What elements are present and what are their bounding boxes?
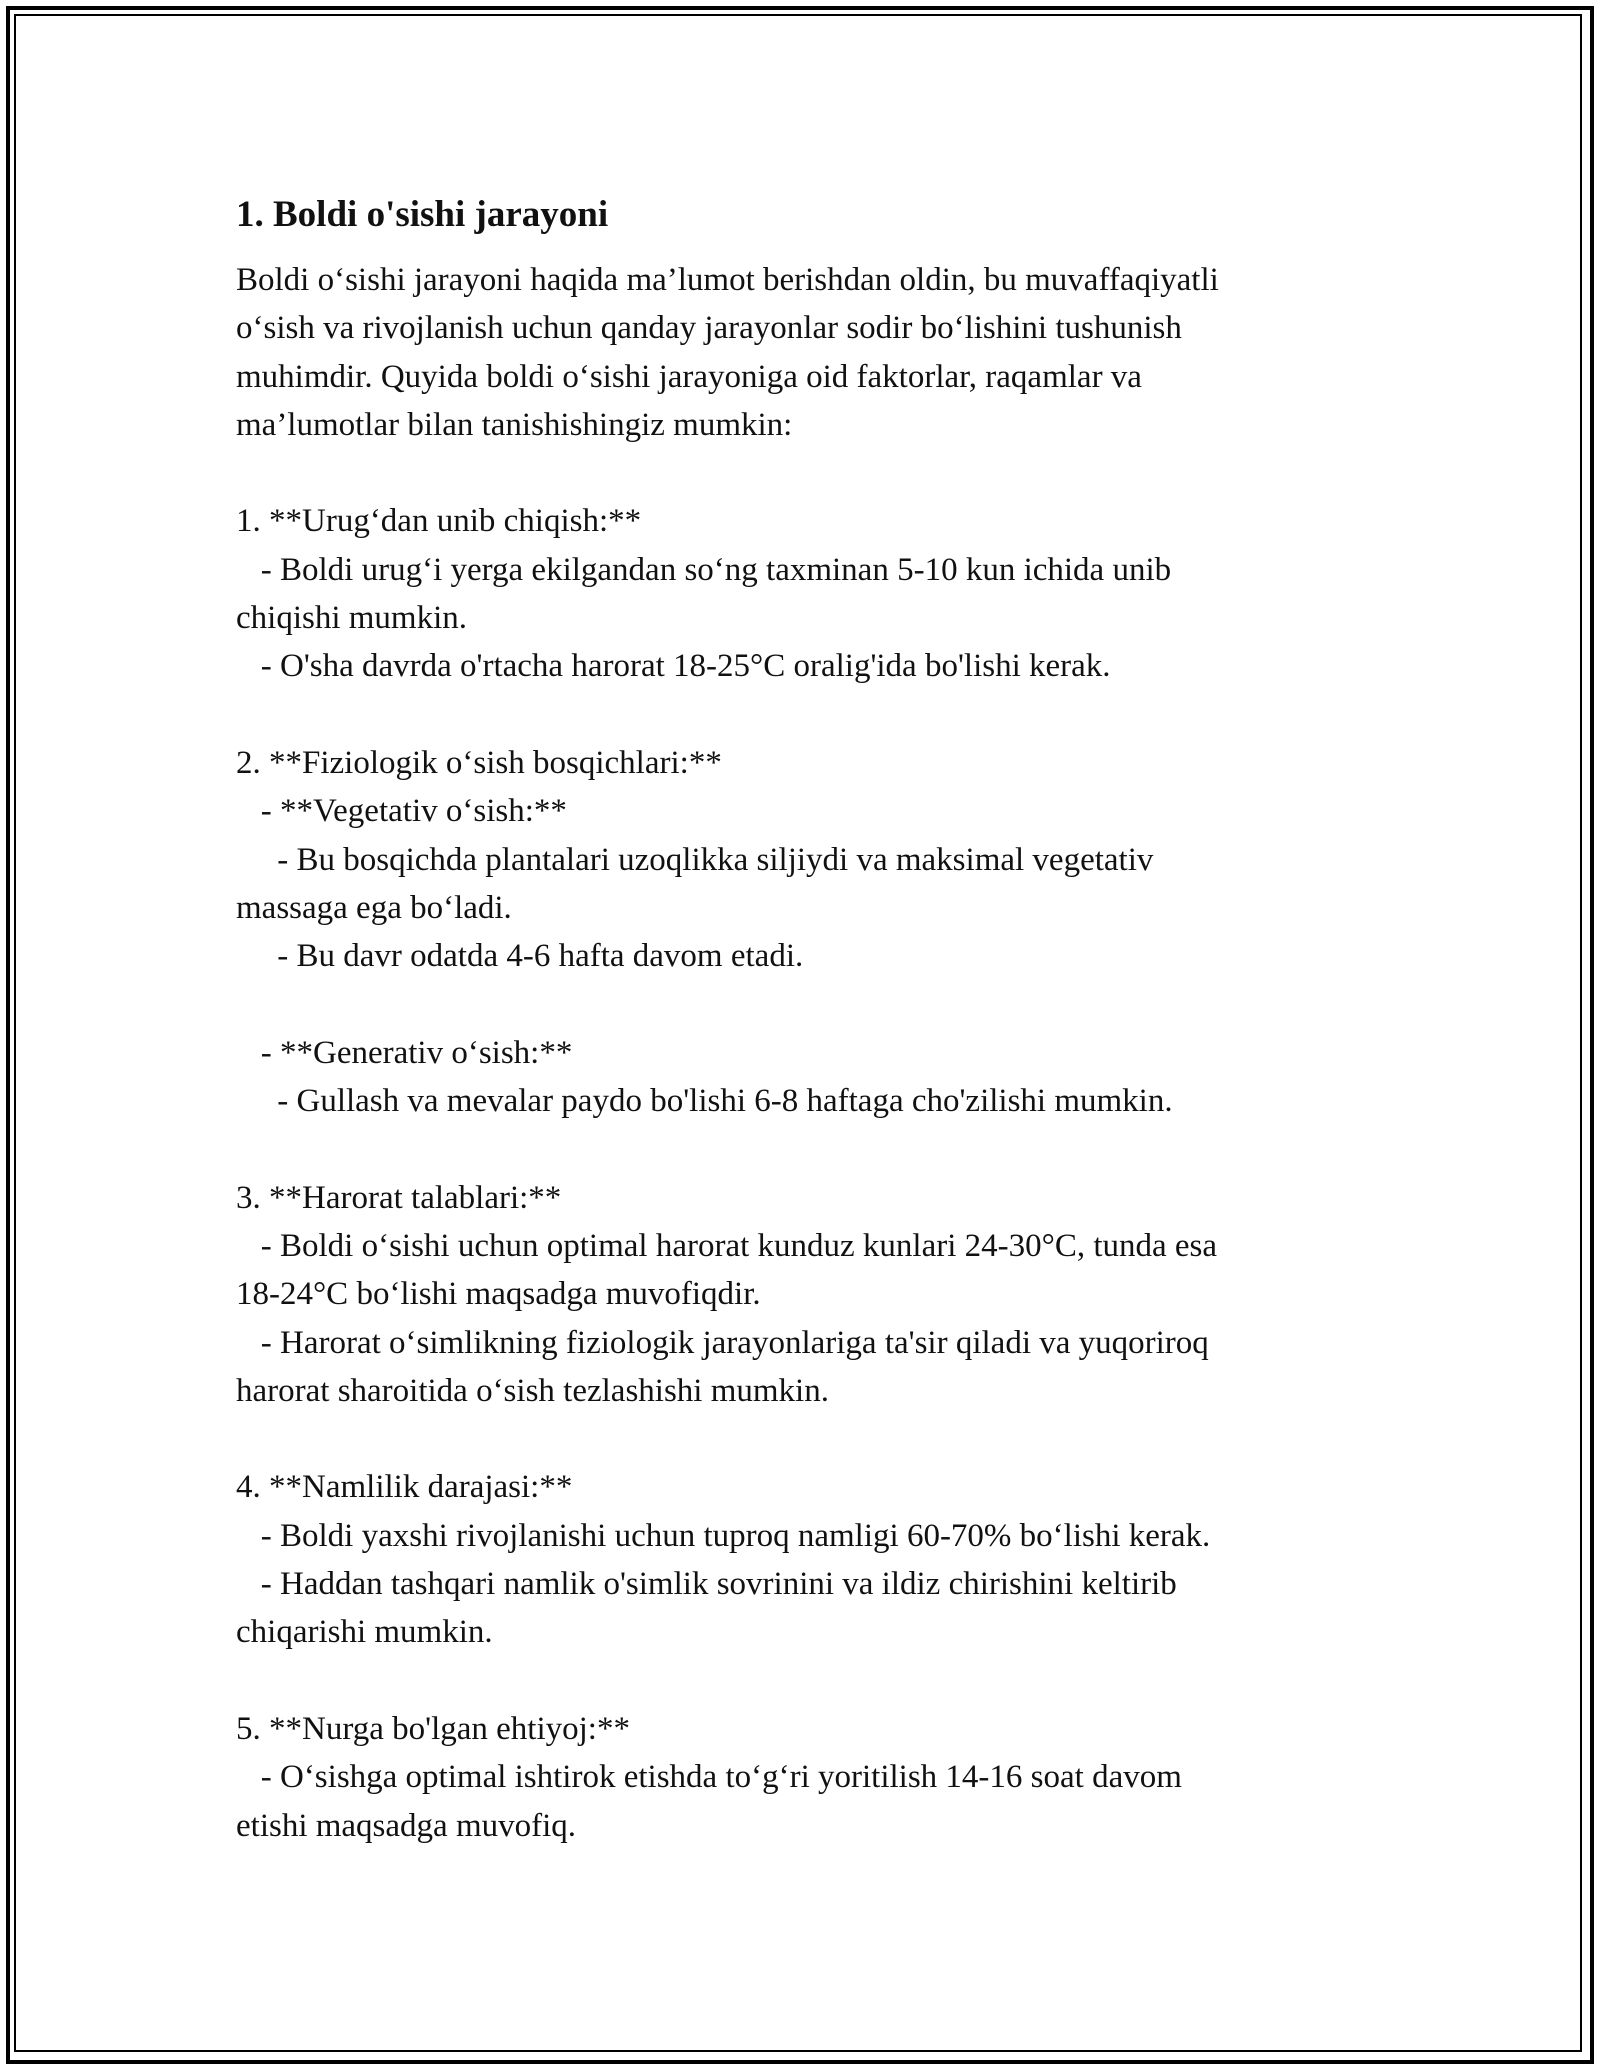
text-line: - Haddan tashqari namlik o'simlik sovrinini va ildiz chirishini keltirib [236,1566,1177,1603]
text-line: o‘sish va rivojlanish uchun qanday jarayonlar sodir bo‘lishini tushunish [236,310,1182,347]
section-heading-1: 1. **Urug‘dan unib chiqish:** [236,503,642,540]
blank-line [236,980,1346,1028]
text-line: - Boldi o‘sishi uchun optimal harorat kunduz kunlari 24-30°C, tunda esa [236,1227,1218,1264]
text-line: etishi maqsadga muvofiq. [236,1807,577,1844]
text-line: Boldi o‘sishi jarayoni haqida ma’lumot berishdan oldin, bu muvaffaqiyatli [236,262,1219,298]
section-heading-2: 2. **Fiziologik o‘sish bosqichlari:** [236,744,722,781]
blank-line [236,1657,1346,1705]
section-heading-4: 4. **Namlilik darajasi:** [236,1469,573,1506]
document-title: 1. Boldi o'sishi jarayoni [236,194,609,235]
document-body [236,188,1346,1850]
blank-line [236,691,1346,739]
text-line: 18-24°C bo‘lishi maqsadga muvofiqdir. [236,1276,761,1313]
blank-line [236,1125,1346,1173]
text-line: - O'sha davrda o'rtacha harorat 18-25°C oralig'ida bo'lishi kerak. [236,648,1111,685]
text-line: harorat sharoitida o‘sish tezlashishi mumkin. [236,1372,829,1409]
section-heading-5: 5. **Nurga bo'lgan ehtiyoj:** [236,1710,630,1747]
text-line: chiqarishi mumkin. [236,1614,493,1651]
text-line: - O‘sishga optimal ishtirok etishda to‘g‘ri yoritilish 14-16 soat davom [236,1759,1182,1796]
text-line: - Gullash va mevalar paydo bo'lishi 6-8 haftaga cho'zilishi mumkin. [236,1083,1173,1120]
blank-line [236,449,1346,497]
text-line: muhimdir. Quyida boldi o‘sishi jarayoniga oid faktorlar, raqamlar va [236,358,1142,395]
text-line: - Bu bosqichda plantalari uzoqlikka siljiydi va maksimal vegetativ [236,841,1154,878]
blank-line [236,1415,1346,1463]
document-text [236,256,1346,1850]
text-line: chiqishi mumkin. [236,600,467,637]
section-heading-3: 3. **Harorat talablari:** [236,1179,562,1216]
text-line: massaga ega bo‘ladi. [236,889,512,926]
text-line: - **Vegetativ o‘sish:** [236,793,567,830]
text-line: - Bu davr odatda 4-6 hafta davom etadi. [236,938,804,975]
text-line: - Boldi urug‘i yerga ekilgandan so‘ng taxminan 5-10 kun ichida unib [236,551,1172,588]
text-line: ma’lumotlar bilan tanishishingiz mumkin: [236,406,793,443]
text-line: - Harorat o‘simlikning fiziologik jarayonlariga ta'sir qiladi va yuqoriroq [236,1324,1209,1361]
text-line: - Boldi yaxshi rivojlanishi uchun tuproq namligi 60-70% bo‘lishi kerak. [236,1517,1211,1554]
text-line: - **Generativ o‘sish:** [236,1034,573,1071]
